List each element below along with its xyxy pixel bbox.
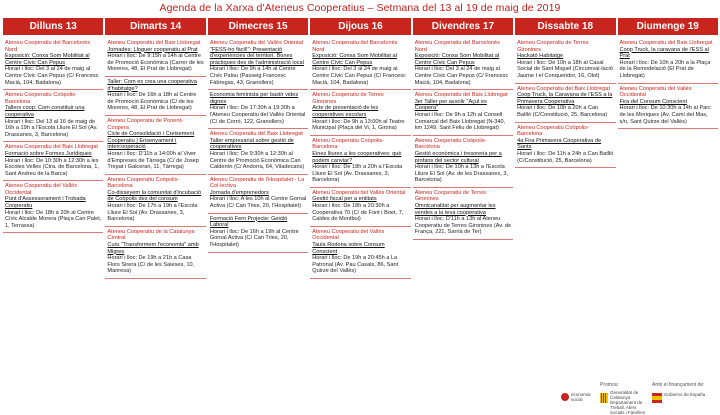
event-organizer: Ateneu Cooperatiu del Baix Llobregat [107,40,201,46]
event-title-link[interactable]: Formació Fem Projecte: Gestió Laboral [209,215,288,229]
day-header: Dissabte 18 [515,18,615,35]
day-column [105,18,205,380]
event-title-link[interactable]: Exposició: Conxa Som Mobilitat al Centre Cívic Can Pepus [414,53,500,66]
financing-label: Amb el finançament de: [652,382,705,388]
day-header: Dijous 16 [310,18,410,35]
event-schedule: Horari i lloc: De 9:15h a 14h al Centre de Promoció Econòmica (Carrer de les Moreres, 48, El Prat de Llobregat) [107,53,204,73]
event-item [105,116,205,175]
day-header: Dimarts 14 [105,18,205,35]
event-schedule: Horari i lloc: D'11h a 14:00h al Viver d'Empreses de Tàrrega (C/ de Josep Trepat i Galceran, 11, Tàrrega) [107,150,199,171]
event-schedule: Horari i lloc: De 10h a 13h a l'Escola Lliure El Sol (Av. de les Drassanes, 3, Barcelona) [414,164,509,184]
event-schedule: Horari i lloc: De 17h a 19h a l'Escola Lliure El Sol (Av. Drassanes, 3, Barcelona) [107,203,198,223]
event-title-link[interactable]: Tallers coop: Com constituir una cooperativa [5,105,85,118]
event-item [208,129,308,175]
event-organizer: Ateneu Cooperatiu de l'Hospitalet - La Col·lectiva [209,176,305,190]
event-schedule: Horari i lloc: De 16h a 19h al Centre Gornal Activa (C/ Can Tries, 20, l'Hospitalet) [209,228,299,249]
event-title-link[interactable]: Gestió fiscal per a entitats [312,196,377,203]
day-column [208,18,308,380]
event-organizer: Ateneu Cooperatiu del Baix Llobregat [414,92,508,99]
event-schedule: Horari i lloc: De 18h a 20h a l'Escola Lliure El Sol (Av. Drassanes, 3, Barcelona) [312,164,403,184]
event-title-link[interactable]: Acte de presentació de les cooperatives escolars [312,105,379,118]
generalitat-logo [600,390,646,415]
event-item [208,38,308,90]
event-title-link[interactable]: Curu "Transformem l'economia" amb Migres [107,242,199,255]
event-schedule: Horari i lloc: De 9:30h a 12:30h al Centre de Promoció Econòmica Can Calderón (C/ Andorra, 64, Viladecans) [209,150,305,171]
event-organizer: Ateneu Cooperatiu Coòpolis-Barcelona [312,137,385,151]
event-schedule: Horari i lloc: De 17:30h a 19:30h a l'Ateneu Cooperatiu del Vallès Oriental (C/ de Corró, 122, Granollers) [209,105,306,125]
event-schedule: Horari i lloc: De 19h a 20:45h a La Patronal (Av. Pau Casals, 86, Sant Quirze del Vallès) [312,255,399,275]
event-schedule: Horari i lloc: Del 3 al 24 de maig al Centre Cívic Can Pepus (C/ Francesc Macià, 104, Badalona) [312,66,406,86]
event-schedule: Horari i lloc: De 9h a 12h al Consell Comarcal del Baix Llobregat (N-340, km 1249, Sant Feliu de Llobregat) [414,111,506,132]
event-organizer: Ateneu Cooperatiu del Vallès Occidental [619,85,692,99]
logo1-text: economia social [571,392,591,402]
event-item [413,188,513,240]
week-grid [3,18,718,380]
event-title-link[interactable]: Gestió econòmica i tresoreria per a profans del sector cultural [414,150,502,164]
event-schedule: Horari i lloc: De 16h a 18h al Centre de Promoció Econòmica (C/ de les Moreres, 48, El Prat de Llobregat) [107,92,197,112]
event-item [310,227,410,279]
event-item [413,136,513,188]
day-header: Dilluns 13 [3,18,103,35]
event-item [105,227,205,279]
event-organizer: Ateneu Cooperatiu de Terres Gironines [414,189,487,203]
event-item [208,90,308,129]
event-schedule: Horari i lloc: De 10h a 20h a la Plaça de la Remodelació (El Prat de Llobregat) [619,59,711,79]
event-item [515,123,615,169]
event-organizer: Ateneu Cooperatiu del Vallès Oriental [312,189,406,196]
event-schedule: Horari i lloc: D'11h a 13h al Ateneu Cooperatiu de Terres Gironines (Av. de França, 221, Sarrià de Ter) [414,216,512,236]
event-organizer: Ateneu Cooperatiu del Baix Llobregat [209,131,303,138]
event-title-link[interactable]: Exposició: Conxa Som Mobilitat al Centre Cívic Can Pepus [5,53,90,66]
event-item [515,84,615,123]
event-title-link[interactable]: Co-disseyem la comunitat d'incubació de Coòpolis des del consum [107,189,202,203]
event-schedule: Horari i lloc: De 9h a 14h al Centre Cívic Palou (Passeig Francesc Fàbregas, 43, Granollers) [209,66,296,86]
footer [0,382,720,415]
event-organizer: Ateneu Cooperatiu del Barcelonès Nord [5,40,91,53]
event-title-link[interactable]: Cicle de Consolidació i Creixement Cooperatiu | Ensenyament i intercooperació [107,131,195,151]
event-schedule: Horari i lloc: Del 3 al 24 de maig al Centre Cívic Can Pepus (C/ Francesc Macià, 104, Badalona) [5,66,99,86]
event-item [3,181,103,233]
event-title-link[interactable]: Coop Truck, la Caravana de l'ESS a la Primavera Cooperativa [517,92,613,105]
event-organizer: Ateneu Cooperatiu Coòpolis-Barcelona [414,137,487,151]
event-title-link[interactable]: Fira del Consum Conscient [619,98,687,105]
page-title: Agenda de la Xarxa d'Ateneus Cooperatius – Setmana del 13 al 19 de maig de 2019 [159,2,561,14]
event-schedule: Horari i lloc: Del 13 al 16 de maig de 16h a 19h a l'Escola Lliure El Sol (Av. Drassanes, 3, Barcelona) [5,118,98,138]
event-title-link[interactable]: Omnicanalitat per augmentar les vendes a la teva cooperativa [414,203,496,216]
event-title-link[interactable]: Eines lliures a les cooperatives: què podem canviar? [312,150,402,164]
event-schedule: Horari i lloc: Del 3 al 24 de maig al Centre Cívic Can Pepus (C/ Francesc Macià, 104, Badalona) [414,66,509,86]
event-title-link[interactable]: Jornada d'emprenedors [209,189,269,196]
event-title-link[interactable]: Taula Rodona sobre Consum Conscient [312,242,385,255]
event-item [105,77,205,116]
event-title-link[interactable]: Coop Truck, la caravana de l'ESS al Prat [619,46,709,60]
event-title-link[interactable]: Economia feminista per bastir vides dignes [209,92,299,105]
event-organizer: Ateneu Cooperatiu del Baix Llobregat [619,40,713,46]
event-item [618,84,718,130]
event-organizer: Ateneu Cooperatiu del Vallès Occidental [5,183,78,196]
day-header: Diumenge 19 [618,18,718,35]
event-schedule: Horari i lloc: De 10:30h a 14h al Parc de les Moriques (Av. Camí del Mas, s/n, Sant Quirze del Vallès) [619,105,711,125]
event-title-link[interactable]: 4a Fira Primavera Cooperativa de Sants [517,137,602,151]
event-organizer: Ateneu Cooperatiu de Terres Gironines [517,40,589,53]
event-item [618,38,718,84]
day-column [618,18,718,380]
event-schedule: Horari i lloc: A les 10h al Centre Gornal Activa (C/ Can Tries, 20, l'Hospitalet) [209,196,307,210]
event-item [3,142,103,181]
event-schedule: Horari i lloc: De 11h a 24h a Can Batlló (C/Constitució, 25, Barcelona) [517,150,614,164]
event-organizer: Ateneu Cooperatiu del Barcelonès Nord [414,40,500,53]
event-item [413,38,513,90]
economia-social-logo [560,390,596,402]
event-organizer: Ateneu Cooperatiu del Baix Llobregat [5,144,98,151]
event-title-link[interactable]: Hackató Habitatge [517,53,564,60]
event-schedule: Horari i lloc: De 18h a 20h al Centre Cívic Alcalde Morera (Plaça Can Palet, 1, Terrassa) [5,209,102,229]
event-organizer: Ateneu Cooperatiu Coòpolis-Barcelona [517,124,589,138]
event-organizer: Ateneu Cooperatiu Coòpolis-Barcelona [5,92,77,105]
event-schedule: Horari i lloc: De 19h a 21h a Casa Flors Sirera (C/ de les Saleses, 10, Manresa) [107,255,195,275]
event-title-link[interactable]: Exposició: Conxa Som Mobilitat al Centre Cívic Can Pepus [312,53,397,66]
gobierno-logo [652,390,716,402]
event-item [310,188,410,227]
event-organizer: Ateneu Cooperatiu del Baix Llobregat [517,85,611,92]
event-item [3,90,103,142]
event-title-link[interactable]: 3er Taller per assolir "Açul es Coopera" [414,98,487,112]
event-item [3,38,103,90]
promou-label: Promou: [600,382,619,388]
event-item [310,38,410,90]
day-column [3,18,103,380]
day-header: Dimecres 15 [208,18,308,35]
event-organizer: Ateneu Cooperatiu del Vallès Occidental [312,228,385,242]
event-schedule: Horari i lloc: De 10h a 18h al Casal Social de Sant Miquel (Circumval·lació Jaume I el Conqueridor, 16, Olot) [517,59,613,79]
day-column [515,18,615,380]
event-organizer: Ateneu Cooperatiu de Terres Gironines [312,92,384,105]
logo3-text: Gobierno de España [664,392,706,397]
event-title-link[interactable]: "FESS-ho fàcil!": Presentació d'experiències del territori. Bones pràctiques des de l'administració local [209,46,304,66]
event-item [413,90,513,136]
event-organizer: Ateneu Cooperatiu del Vallès Oriental [209,40,304,46]
event-item [515,38,615,84]
logo2-text: Generalitat de Catalunya Departament de Treball, Afers Socials i Famílies [610,390,646,415]
event-title-link[interactable]: Jornades: Lloguer cooperatiu al Prat [107,46,198,53]
gobierno-icon [652,393,662,403]
generalitat-icon [600,393,608,403]
event-schedule: Horari i lloc: De 9h a 13:00h al Teatre Municipal (Plaça del Vi, 1, Girona) [312,118,405,132]
event-item [310,136,410,188]
event-item [310,90,410,136]
event-item [208,214,308,253]
event-title-link[interactable]: Taller empresarial sobre gestió de cooperatives [209,137,294,151]
day-header: Divendres 17 [413,18,513,35]
event-item [105,38,205,77]
event-organizer: Ateneu Cooperatiu Coòpolis-Barcelona [107,176,180,190]
event-title-link[interactable]: Taller: Com es crea una cooperativa d'habitatge? [107,78,197,92]
event-title-link[interactable]: Formació sobre Formes Jurídiques [5,150,92,157]
event-item [208,175,308,214]
event-organizer: Ateneu Cooperatiu de Ponent-Coopera [107,117,183,131]
event-schedule: Horari i lloc: De 10:30h a 12:30h a les Escoles Velles (Ctra. de Barcelona, 1, Sant Andreu de la Barca) [5,157,99,177]
event-schedule: Horari i lloc: De 10h a 20h a Can Batlló (C/Constitució, 25, Barcelona) [517,105,608,118]
day-column [310,18,410,380]
event-organizer: Ateneu Cooperatiu del Barcelonès Nord [312,40,398,53]
event-organizer: Ateneu Cooperatiu de la Catalunya Central [107,228,195,242]
event-title-link[interactable]: Punt d'Assessorament i Trobada Cooperatiu [5,196,86,210]
event-schedule: Horari i lloc: De 18h a 20:30h a Cooperativa 70 (C/ de Font i Boet, 7, Caldes de Montbui) [312,203,404,223]
day-column [413,18,513,380]
event-item [105,175,205,227]
